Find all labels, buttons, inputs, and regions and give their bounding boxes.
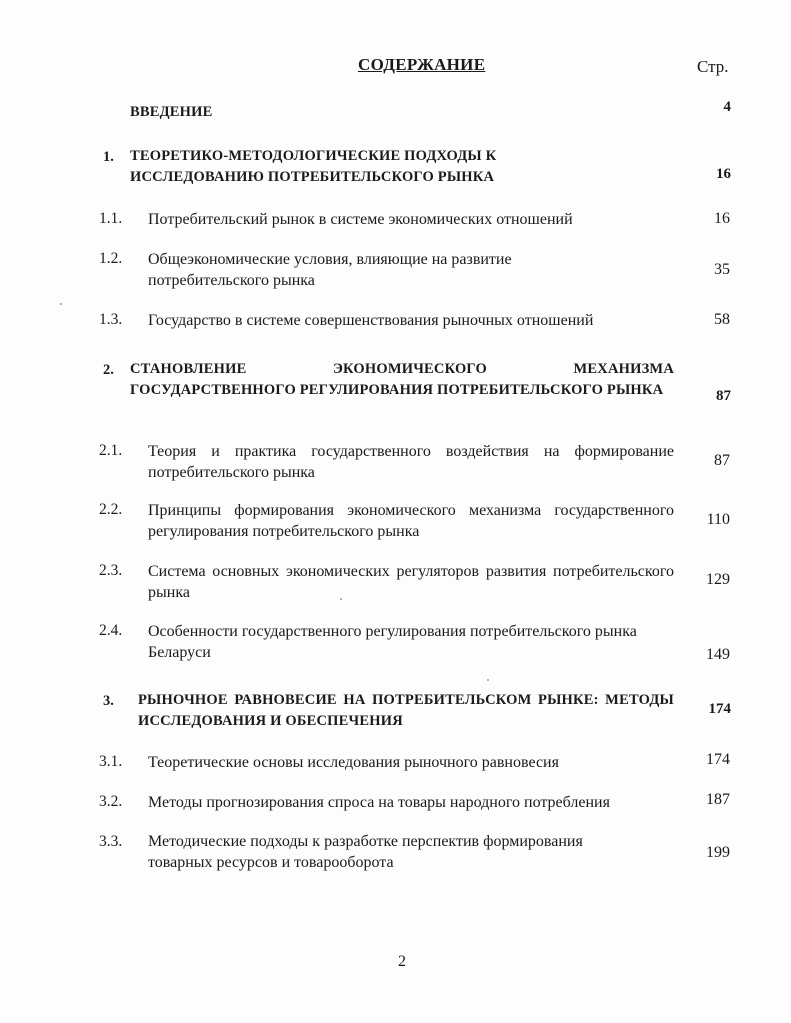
section-page: 58 <box>714 311 730 328</box>
section-page: 149 <box>706 646 730 663</box>
section-page: 35 <box>714 261 730 278</box>
chapter-page: 87 <box>716 388 731 404</box>
section-number: 3.2. <box>99 793 123 810</box>
section-title: Принципы формирования экономического механизма государственного регулирования потребительского рынка <box>148 502 674 540</box>
page-title: СОДЕРЖАНИЕ <box>358 55 486 74</box>
intro-title: ВВЕДЕНИЕ <box>130 104 213 120</box>
section-title: Теория и практика государственного воздействия на формирование потребительского рынка <box>148 443 674 481</box>
section-title: Общеэкономические условия, влияющие на развитие потребительского рынка <box>148 251 512 289</box>
section-number: 1.3. <box>99 311 123 328</box>
section-title: Методические подходы к разработке перспектив формирования товарных ресурсов и товарооборота <box>148 833 583 871</box>
section-page: 87 <box>714 452 730 469</box>
chapter-title: СТАНОВЛЕНИЕ ЭКОНОМИЧЕСКОГО МЕХАНИЗМА ГОСУДАРСТВЕННОГО РЕГУЛИРОВАНИЯ ПОТРЕБИТЕЛЬСКОГО РЫНКА <box>130 361 674 398</box>
section-page: 187 <box>706 791 730 808</box>
section-page: 110 <box>706 511 730 528</box>
section-title: Теоретические основы исследования рыночного равновесия <box>148 754 559 771</box>
section-number: 2.1. <box>99 442 123 459</box>
chapter-number: 1. <box>103 149 114 165</box>
section-title: Методы прогнозирования спроса на товары народного потребления <box>148 794 610 811</box>
section-number: 1.2. <box>99 250 123 267</box>
chapter-number: 2. <box>103 362 114 378</box>
section-page: 174 <box>706 751 730 768</box>
page-column-label: Стр. <box>697 57 729 76</box>
chapter-page: 16 <box>716 166 731 182</box>
section-number: 3.3. <box>99 833 123 850</box>
section-page: 129 <box>706 571 730 588</box>
section-number: 2.3. <box>99 562 123 579</box>
section-number: 3.1. <box>99 753 123 770</box>
chapter-title: РЫНОЧНОЕ РАВНОВЕСИЕ НА ПОТРЕБИТЕЛЬСКОМ РЫНКЕ: МЕТОДЫ ИССЛЕДОВАНИЯ И ОБЕСПЕЧЕНИЯ <box>138 692 674 729</box>
section-title: Система основных экономических регуляторов развития потребительского рынка <box>148 563 674 601</box>
section-title: Государство в системе совершенствования рыночных отношений <box>148 312 594 329</box>
section-number: 2.4. <box>99 622 123 639</box>
scan-speck <box>487 679 489 681</box>
section-title: Потребительский рынок в системе экономических отношений <box>148 211 573 228</box>
intro-page: 4 <box>723 99 731 115</box>
section-page: 16 <box>714 210 730 227</box>
chapter-page: 174 <box>708 701 731 717</box>
chapter-number: 3. <box>103 693 114 709</box>
scan-speck <box>340 598 342 600</box>
section-number: 1.1. <box>99 210 123 227</box>
section-number: 2.2. <box>99 501 123 518</box>
section-page: 199 <box>706 844 730 861</box>
footer-page-number: 2 <box>398 953 406 970</box>
section-title: Особенности государственного регулирования потребительского рынка Беларуси <box>148 623 637 661</box>
scan-speck <box>60 303 62 305</box>
chapter-title: ТЕОРЕТИКО-МЕТОДОЛОГИЧЕСКИЕ ПОДХОДЫ К ИССЛЕДОВАНИЮ ПОТРЕБИТЕЛЬСКОГО РЫНКА <box>130 148 497 185</box>
